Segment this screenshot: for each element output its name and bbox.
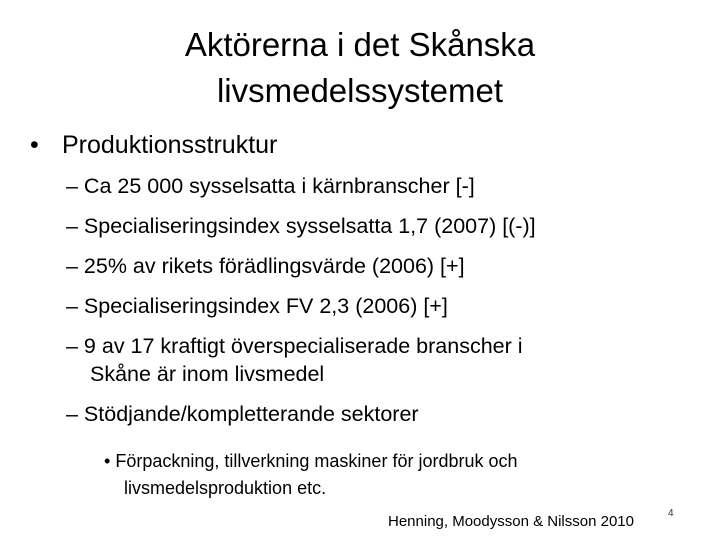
sub-bullet-item [66, 212, 666, 240]
slide-title-line-2: livsmedelssystemet [216, 72, 504, 109]
sub-bullet-text: – Ca 25 000 sysselsatta i kärnbranscher [-] [66, 174, 475, 198]
sub-bullet-item [66, 400, 666, 428]
bullet-text: Produktionsstruktur [62, 131, 278, 159]
slide-number: 4 [668, 508, 674, 519]
slide-title-line-1: Aktörerna i det Skånska [184, 26, 536, 63]
sub-bullet-text: – Specialiseringsindex FV 2,3 (2006) [+] [66, 294, 448, 318]
sub-sub-bullet-line-1 [104, 448, 664, 475]
sub-bullet-text: – Specialiseringsindex sysselsatta 1,7 (2007) [(-)] [66, 214, 536, 238]
sub-bullet-list [66, 172, 666, 440]
sub-bullet-item [66, 292, 666, 320]
sub-bullet-item [66, 252, 666, 280]
sub-bullet-text: – Stödjande/kompletterande sektorer [66, 402, 419, 426]
sub-sub-bullet-marker: • [104, 451, 111, 471]
sub-bullet-item [66, 332, 666, 388]
sub-bullet-item [66, 172, 666, 200]
sub-sub-bullet-line-2: livsmedelsproduktion etc. [124, 478, 327, 498]
source-credit: Henning, Moodysson & Nilsson 2010 [388, 513, 634, 530]
bullet-marker: • [30, 131, 39, 159]
sub-bullet-text: – 9 av 17 kraftigt överspecialiserade branscher i [66, 334, 523, 358]
slide-title [60, 22, 660, 114]
sub-sub-bullet [104, 448, 664, 502]
sub-bullet-text: – 25% av rikets förädlingsvärde (2006) [+] [66, 254, 465, 278]
sub-bullet-text-continuation: Skåne är inom livsmedel [90, 362, 325, 386]
sub-sub-bullet-text: Förpackning, tillverkning maskiner för jordbruk och [115, 451, 518, 471]
bullet-produktionsstruktur [30, 128, 277, 162]
